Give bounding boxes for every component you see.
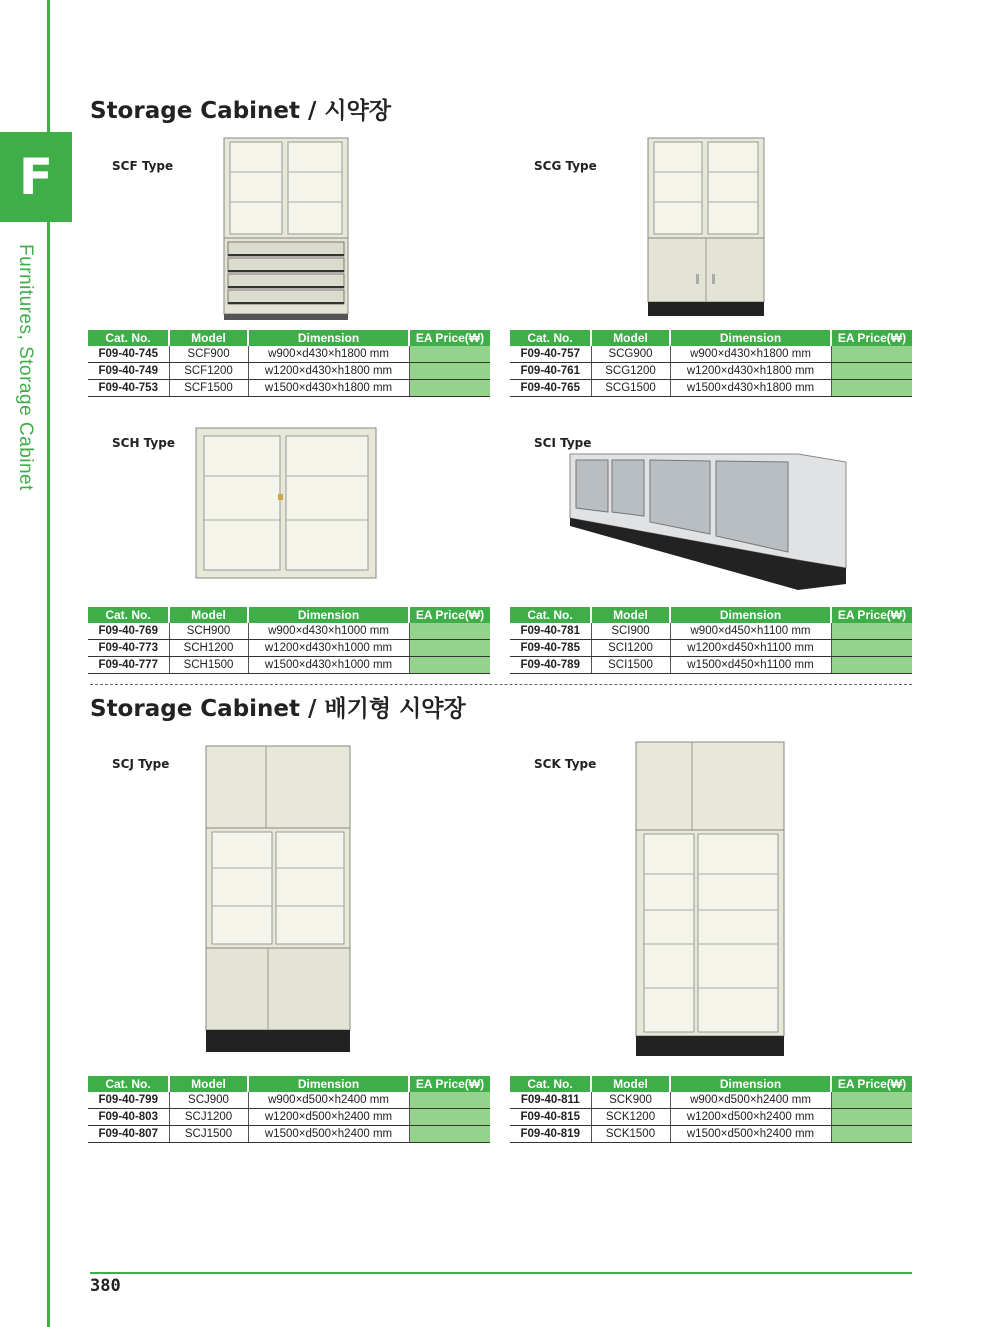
model: SCJ1200: [169, 1109, 248, 1126]
cat-no: F09-40-749: [88, 363, 169, 380]
table-row: [88, 623, 490, 640]
model: SCI900: [591, 623, 670, 640]
header-cat-no: Cat. No.: [510, 1076, 591, 1092]
cat-no: F09-40-819: [510, 1126, 591, 1143]
section-title-exhaust-storage-cabinet: Storage Cabinet / 배기형 시약장: [90, 696, 466, 722]
table-row: [88, 640, 490, 657]
header-dimension: Dimension: [670, 1076, 831, 1092]
cat-no: F09-40-803: [88, 1109, 169, 1126]
spec-table-scj: [88, 1076, 490, 1143]
model: SCF900: [169, 346, 248, 363]
price: [831, 1126, 912, 1143]
price: [831, 640, 912, 657]
dimension: w1500×d430×h1800 mm: [670, 380, 831, 397]
cat-no: F09-40-799: [88, 1092, 169, 1109]
type-label-sci: SCI Type: [534, 436, 592, 450]
model: SCI1200: [591, 640, 670, 657]
header-model: Model: [591, 1076, 670, 1092]
table-row: [510, 1092, 912, 1109]
model: SCK1500: [591, 1126, 670, 1143]
header-cat-no: Cat. No.: [88, 1076, 169, 1092]
cat-no: F09-40-765: [510, 380, 591, 397]
table-row: [88, 657, 490, 674]
header-dimension: Dimension: [248, 330, 409, 346]
price: [409, 623, 490, 640]
cat-no: F09-40-769: [88, 623, 169, 640]
dimension: w1200×d500×h2400 mm: [248, 1109, 409, 1126]
header-price: EA Price(₩): [409, 607, 490, 623]
header-dimension: Dimension: [670, 330, 831, 346]
header-price: EA Price(₩): [831, 330, 912, 346]
cat-no: F09-40-757: [510, 346, 591, 363]
model: SCJ900: [169, 1092, 248, 1109]
header-model: Model: [169, 330, 248, 346]
type-label-scj: SCJ Type: [112, 757, 170, 771]
type-label-scg: SCG Type: [534, 159, 597, 173]
header-cat-no: Cat. No.: [88, 607, 169, 623]
table-row: [510, 640, 912, 657]
model: SCH1200: [169, 640, 248, 657]
spec-table-scg: [510, 330, 912, 397]
price: [831, 380, 912, 397]
table-row: [510, 657, 912, 674]
dimension: w1200×d450×h1100 mm: [670, 640, 831, 657]
price: [831, 346, 912, 363]
header-price: EA Price(₩): [831, 607, 912, 623]
table-row: [88, 363, 490, 380]
price: [409, 1092, 490, 1109]
header-cat-no: Cat. No.: [510, 607, 591, 623]
price: [831, 657, 912, 674]
model: SCK900: [591, 1092, 670, 1109]
header-model: Model: [169, 1076, 248, 1092]
model: SCG1500: [591, 380, 670, 397]
model: SCF1500: [169, 380, 248, 397]
type-label-scf: SCF Type: [112, 159, 174, 173]
dimension: w900×d500×h2400 mm: [248, 1092, 409, 1109]
dimension: w1200×d500×h2400 mm: [670, 1109, 831, 1126]
price: [409, 346, 490, 363]
price: [409, 1109, 490, 1126]
dimension: w900×d430×h1000 mm: [248, 623, 409, 640]
price: [409, 380, 490, 397]
header-cat-no: Cat. No.: [88, 330, 169, 346]
cat-no: F09-40-777: [88, 657, 169, 674]
cat-no: F09-40-811: [510, 1092, 591, 1109]
scf-cabinet-image: [222, 134, 352, 324]
header-dimension: Dimension: [248, 1076, 409, 1092]
cat-no: F09-40-815: [510, 1109, 591, 1126]
cat-no: F09-40-773: [88, 640, 169, 657]
cat-no: F09-40-807: [88, 1126, 169, 1143]
header-model: Model: [591, 330, 670, 346]
model: SCK1200: [591, 1109, 670, 1126]
type-label-sch: SCH Type: [112, 436, 175, 450]
cat-no: F09-40-785: [510, 640, 591, 657]
model: SCH900: [169, 623, 248, 640]
model: SCG900: [591, 346, 670, 363]
dimension: w900×d430×h1800 mm: [248, 346, 409, 363]
price: [831, 1109, 912, 1126]
header-price: EA Price(₩): [409, 330, 490, 346]
page-number: 380: [90, 1276, 121, 1296]
price: [409, 657, 490, 674]
price: [409, 640, 490, 657]
dimension: w1500×d430×h1000 mm: [248, 657, 409, 674]
type-label-sck: SCK Type: [534, 757, 597, 771]
section-divider: [90, 684, 912, 685]
dimension: w1200×d430×h1000 mm: [248, 640, 409, 657]
cat-no: F09-40-753: [88, 380, 169, 397]
header-price: EA Price(₩): [409, 1076, 490, 1092]
dimension: w1500×d430×h1800 mm: [248, 380, 409, 397]
model: SCJ1500: [169, 1126, 248, 1143]
table-row: [88, 1109, 490, 1126]
footer-rule: [90, 1272, 912, 1274]
price: [831, 363, 912, 380]
table-row: [88, 1126, 490, 1143]
spec-table-scf: [88, 330, 490, 397]
dimension: w900×d500×h2400 mm: [670, 1092, 831, 1109]
table-row: [510, 623, 912, 640]
model: SCG1200: [591, 363, 670, 380]
header-dimension: Dimension: [670, 607, 831, 623]
table-row: [88, 346, 490, 363]
scg-cabinet-image: [646, 134, 770, 324]
table-row: [510, 346, 912, 363]
scj-cabinet-image: [204, 742, 356, 1060]
header-price: EA Price(₩): [831, 1076, 912, 1092]
table-row: [88, 1092, 490, 1109]
dimension: w1200×d430×h1800 mm: [248, 363, 409, 380]
sch-cabinet-image: [194, 424, 380, 584]
dimension: w1500×d500×h2400 mm: [248, 1126, 409, 1143]
dimension: w900×d450×h1100 mm: [670, 623, 831, 640]
price: [831, 1092, 912, 1109]
sck-cabinet-image: [634, 738, 790, 1064]
dimension: w1500×d450×h1100 mm: [670, 657, 831, 674]
table-row: [88, 380, 490, 397]
cat-no: F09-40-781: [510, 623, 591, 640]
model: SCI1500: [591, 657, 670, 674]
cat-no: F09-40-761: [510, 363, 591, 380]
table-row: [510, 380, 912, 397]
spec-table-sch: [88, 607, 490, 674]
table-row: [510, 1126, 912, 1143]
spec-table-sci: [510, 607, 912, 674]
section-title-storage-cabinet: Storage Cabinet / 시약장: [90, 98, 392, 124]
sci-cabinet-image: [566, 448, 848, 598]
header-model: Model: [169, 607, 248, 623]
dimension: w900×d430×h1800 mm: [670, 346, 831, 363]
header-dimension: Dimension: [248, 607, 409, 623]
header-model: Model: [591, 607, 670, 623]
cat-no: F09-40-745: [88, 346, 169, 363]
category-tab: F: [0, 132, 72, 222]
model: SCH1500: [169, 657, 248, 674]
dimension: w1200×d430×h1800 mm: [670, 363, 831, 380]
table-row: [510, 1109, 912, 1126]
table-row: [510, 363, 912, 380]
model: SCF1200: [169, 363, 248, 380]
category-label: Furnitures, Storage Cabinet: [15, 244, 36, 491]
dimension: w1500×d500×h2400 mm: [670, 1126, 831, 1143]
cat-no: F09-40-789: [510, 657, 591, 674]
header-cat-no: Cat. No.: [510, 330, 591, 346]
price: [831, 623, 912, 640]
spec-table-sck: [510, 1076, 912, 1143]
price: [409, 1126, 490, 1143]
price: [409, 363, 490, 380]
